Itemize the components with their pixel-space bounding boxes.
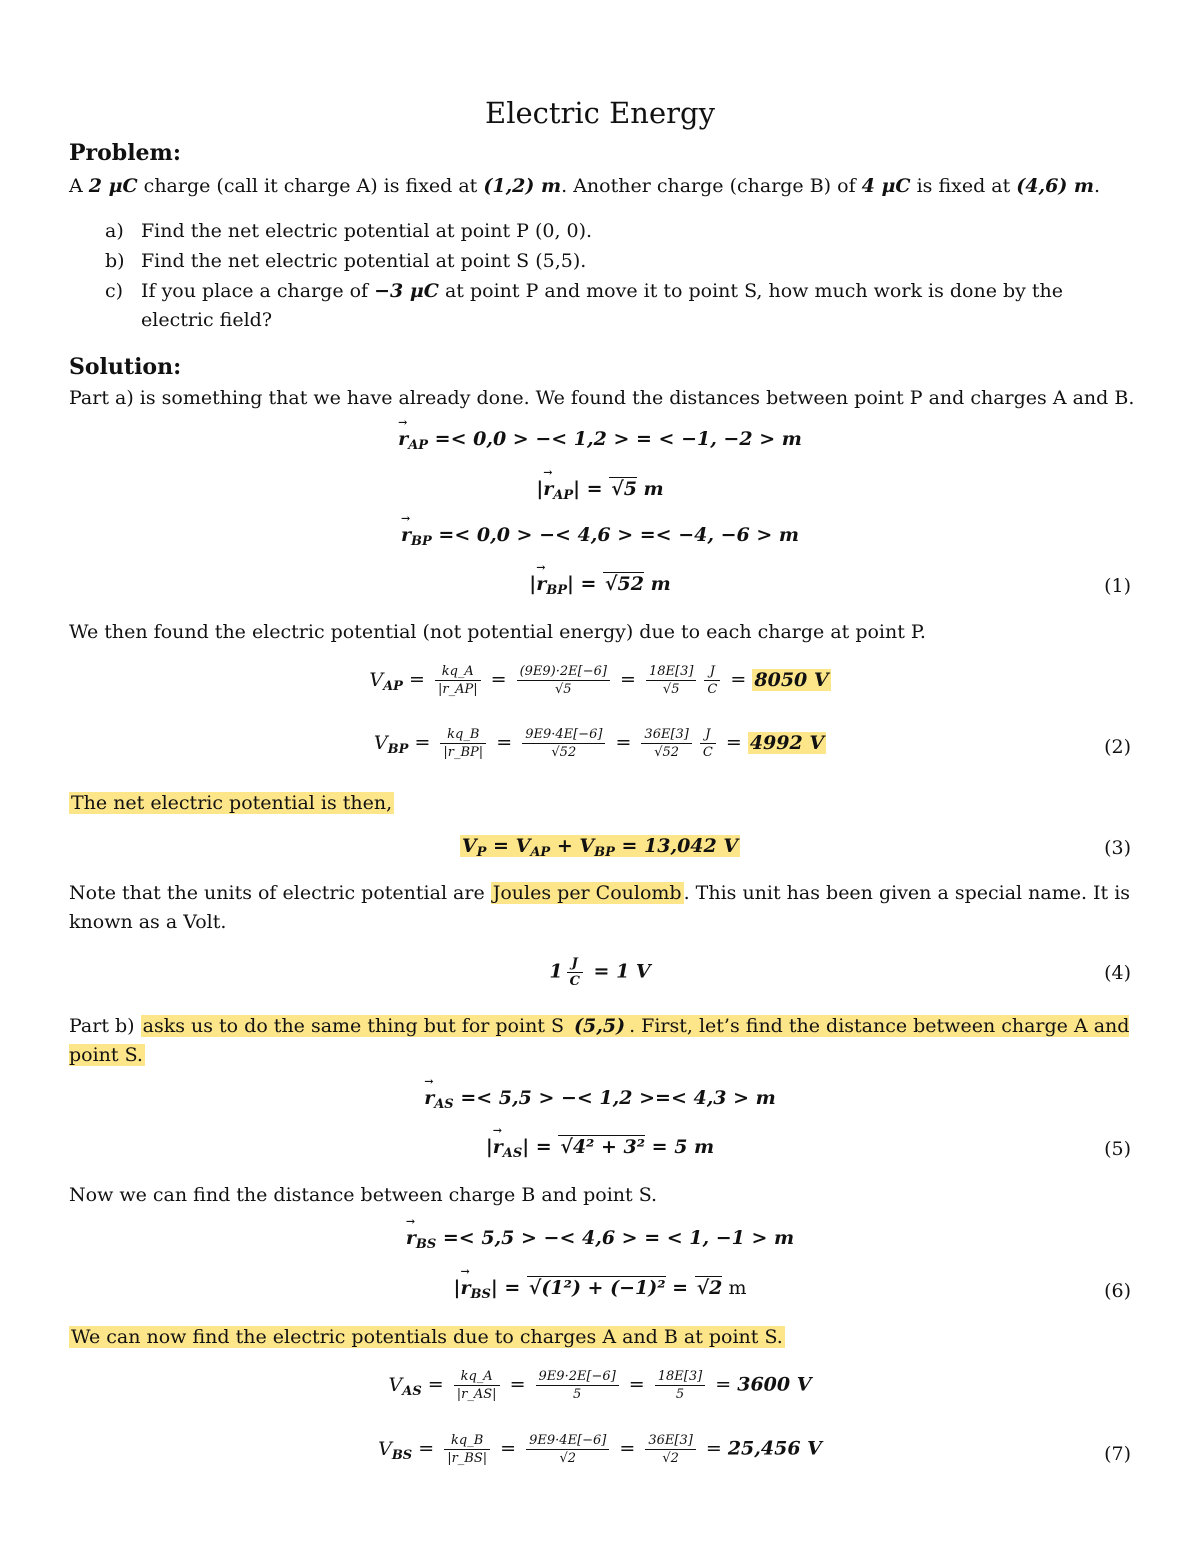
result-v-as: 3600 V xyxy=(737,1373,812,1396)
equation-r-bs-magnitude: |→ $r_{BS}| = √(1^2) + (-1)^2 = √2$ m xyxy=(0,1277,1200,1302)
item-c-text: If you place a charge of −3 μC at point P and move it to point S, how much work is done by the electric field? xyxy=(141,280,1064,331)
item-a-text: Find the net electric potential at point P (0, 0). xyxy=(141,220,593,242)
equation-r-ap: → $r_{AP} =< 0,0$ > −< 1,2 > = < −1, −2 > m xyxy=(0,428,1200,453)
equation-v-p: $V_P = V_{AP} + V_{BP} = 13,042$ V xyxy=(461,835,739,860)
equation-r-as: → $r_{AS} =< 5,5$ > −< 1,2 >=< 4,3 > m xyxy=(0,1087,1200,1112)
equation-number-2: (2) xyxy=(1104,736,1131,758)
item-b-label: b) xyxy=(105,250,125,272)
result-v-bp: 4992 V xyxy=(749,731,825,754)
paragraph-potential: We then found the electric potential (not potential energy) due to each charge at point P. xyxy=(69,621,926,643)
page-title: Electric Energy xyxy=(485,96,715,130)
problem-heading: Problem: xyxy=(69,140,181,166)
equation-r-ap-magnitude: |→ $r_{AP}| = √5$ m xyxy=(0,478,1200,503)
part-b-paragraph: Part b) asks us to do the same thing but for point S (5,5) . First, let’s find the distance between charge A and point S. xyxy=(69,1015,1130,1066)
equation-v-as: $V_{AS}$ = $\frac{kq\_A}{|r\_AS|}$ = $\frac{9E9\cdot 2E[-6]}{5}$ = $\frac{18E[3]}{5}$ = 3600 V xyxy=(388,1369,812,1402)
equation-number-6: (6) xyxy=(1104,1280,1131,1302)
item-b-text: Find the net electric potential at point S (5,5). xyxy=(141,250,587,272)
solution-intro: Part a) is something that we have already done. We found the distances between point P and charges A and B. xyxy=(69,387,1135,409)
solution-heading: Solution: xyxy=(69,354,182,380)
now-paragraph: Now we can find the distance between charge B and point S. xyxy=(69,1184,658,1206)
equation-number-3: (3) xyxy=(1104,837,1131,859)
item-a-label: a) xyxy=(105,220,124,242)
equation-v-bs: $V_{BS}$ = $\frac{kq\_B}{|r\_BS|}$ = $\frac{9E9\cdot 4E[-6]}{√2}$ = $\frac{36E[3]}{√2}$ = 25,456 V xyxy=(378,1433,822,1466)
equation-volt: 1 $\frac{J}{C}$ = 1 V xyxy=(549,956,651,989)
equation-r-bp-magnitude: |→ $r_{BP}| = √52$ m xyxy=(0,573,1200,598)
equation-r-as-magnitude: |→ $r_{AS}| = √4^2 + 3^2 = 5$ m xyxy=(0,1136,1200,1161)
result-v-ap: 8050 V xyxy=(754,668,829,691)
note-paragraph: Note that the units of electric potential are Joules per Coulomb . This unit has been given a special name. It is known as a Volt. xyxy=(69,882,1131,933)
equation-v-ap: $V_{AP}$ = $\frac{kq\_A}{|r\_AP|}$ = $\frac{(9E9)\cdot 2E[-6]}{√5}$ = $\frac{18E[3]}{√5}$ $\frac{J}{C}$ = 8050 V xyxy=(369,664,829,697)
problem-statement: A 2 μC charge (call it charge A) is fixed at (1,2) m. Another charge (charge B) of 4 μC is fixed at (4,6) m. xyxy=(69,175,1101,197)
equation-number-7: (7) xyxy=(1104,1443,1131,1465)
equation-r-bp: → $r_{BP} =< 0,0$ > −< 4,6 > =< −4, −6 > m xyxy=(0,524,1200,549)
equation-number-5: (5) xyxy=(1104,1138,1131,1160)
equation-number-1: (1) xyxy=(1104,575,1131,597)
equation-r-bs: → $r_{BS} =< 5,5$ > −< 4,6 > = < 1, −1 > m xyxy=(0,1227,1200,1252)
equation-number-4: (4) xyxy=(1104,962,1131,984)
potentials-paragraph: We can now find the electric potentials due to charges A and B at point S. xyxy=(71,1326,783,1348)
equation-v-bp: $V_{BP}$ = $\frac{kq\_B}{|r\_BP|}$ = $\frac{9E9\cdot 4E[-6]}{√52}$ = $\frac{36E[3]}{√52}$ $\frac{J}{C}$ = 4992 V xyxy=(373,727,825,760)
net-potential-text: The net electric potential is then, xyxy=(71,792,393,814)
item-c-label: c) xyxy=(105,280,124,302)
result-v-bs: 25,456 V xyxy=(727,1437,822,1460)
